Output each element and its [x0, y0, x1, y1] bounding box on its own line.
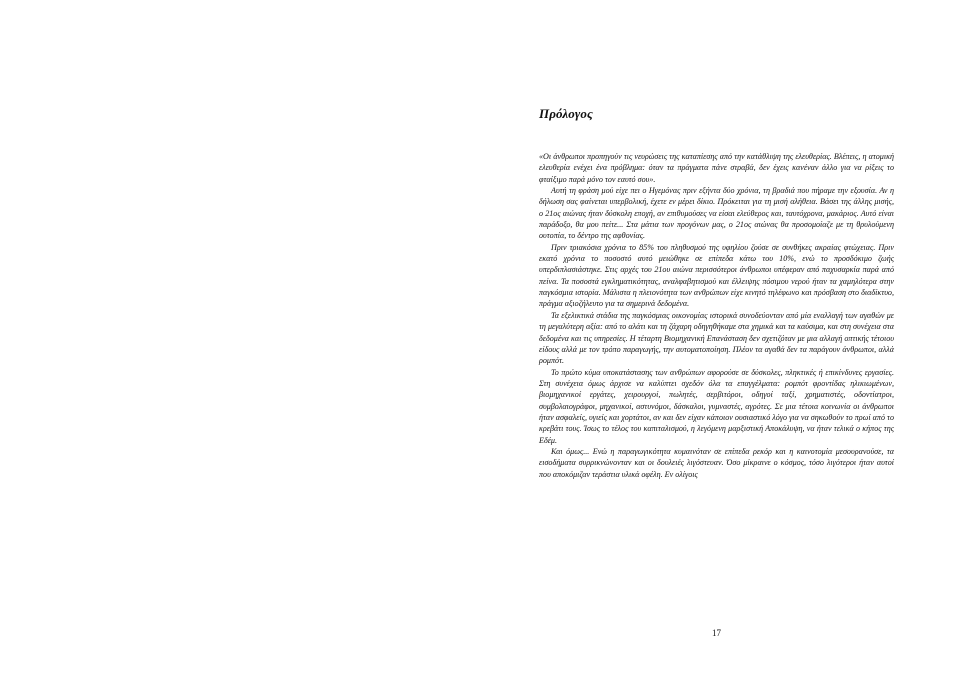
- paragraph-3: Πριν τριακόσια χρόνια το 85% του πληθυσμού της υφηλίου ζούσε σε συνθήκες ακραίας φτώχειας. Πριν εκατό χρόνια το ποσοστό αυτό μειώθηκε σε επίπεδα κάτω του 10%, ενώ το προσδόκιμο ζωής υπερδιπλασιάστηκε. Στις αρχές του 21ου αιώνα περισσότεροι άνθρωποι υπέφεραν από παχυσαρκία παρά από πείνα. Τα ποσοστά εγκληματικότητας, αναλφαβητισμού και έλλειψης πόσιμου νερού ήταν τα χαμηλότερα στην παγκόσμια ιστορία. Μάλιστα η πλειονότητα των ανθρώπων είχε κινητό τηλέφωνο και πρόσβαση στο διαδίκτυο, πράγμα αξιοζήλευτο για τα σημερινά δεδομένα.: [539, 242, 894, 309]
- paragraph-6: Και όμως... Ενώ η παραγωγικότητα κυμαινόταν σε επίπεδα ρεκόρ και η καινοτομία μεσουρανούσε, τα εισοδήματα συρρικνώνονταν και οι δουλειές λιγόστευαν. Όσο μίκραινε ο κόσμος, τόσο λιγότεροι ήταν αυτοί που αποκόμιζαν τεράστια υλικά οφέλη. Εν ολίγοις: [539, 446, 894, 479]
- paragraph-2: Αυτή τη φράση μού είχε πει ο Ηγεμόνας πριν εξήντα δύο χρόνια, τη βραδιά που πήραμε την εξουσία. Αν η δήλωση σας φαίνεται υπερβολική, έχετε εν μέρει δίκιο. Πρόκειται για τη μισή αλήθεια. Βάσει της άλλης μισής, ο 21ος αιώνας ήταν δύσκολη εποχή, αν επιθυμούσες να είσαι ελεύθερος και, ταυτόχρονα, μακάριος. Αυτό είναι παράδοξο, θα μου πείτε... Στα μάτια των προγόνων μας, ο 21ος αιώνας θα προσομοίαζε με τη θρυλούμενη ουτοπία, το δέντρο της αφθονίας.: [539, 186, 894, 241]
- paragraph-5: Το πρώτο κύμα υποκατάστασης των ανθρώπων αφορούσε σε δύσκολες, πληκτικές ή επικίνδυνες εργασίες. Στη συνέχεια όμως άρχισε να καλύπτει σχεδόν όλα τα επαγγέλματα: ρομπότ φροντίδας ηλικιωμένων, βιομηχανικοί εργάτες, χειρουργοί, πωλητές, σερβιτόροι, οδηγοί ταξί, χρηματιστές, οδοντίατροι, συμβολαιογράφοι, μηχανικοί, αστυνόμοι, δάσκαλοι, γυμναστές, αγρότες. Σε μια τέτοια κοινωνία οι άνθρωποι ήταν ασφαλείς, υγιείς και χορτάτοι, αν και δεν είχαν κάποιον ουσιαστικό λόγο για να σηκωθούν το πρωί από το κρεβάτι τους. Ίσως το τέλος του καπιταλισμού, η λεγόμενη μαρξιστική Αποκάλυψη, να ήταν τελικά ο κήπος της Εδέμ.: [539, 367, 894, 445]
- paragraph-1: «Οι άνθρωποι προπηγούν τις νευρώσεις της καταπίεσης από την κατάθλιψη της ελευθερίας. Βλέπεις, η ατομική ελευθερία ενέχει ένα πρόβλημα: όταν τα πράγματα πάνε στραβά, δεν έχεις κανέναν άλλο για να ρίξεις το φταίξιμο παρά μόνο τον εαυτό σου».: [539, 152, 894, 184]
- page-number: 17: [712, 628, 721, 638]
- paragraph-4: Τα εξελικτικά στάδια της παγκόσμιας οικονομίας ιστορικά συνοδεύονταν από μία εναλλαγή των αγαθών με τη μεγαλύτερη αξία: από το αλάτι και τη ζάχαρη οδηγηθήκαμε στα χημικά και τα καύσιμα, και στη συνέχεια στα δεδομένα και τις υπηρεσίες. Η τέταρτη Βιομηχανική Επανάσταση δεν σχετιζόταν με μια αλλαγή οπτικής τέτοιου είδους αλλά με τον τρόπο παραγωγής, την αυτοματοποίηση. Πλέον τα αγαθά δεν τα παράγουν άνθρωποι, αλλά ρομπότ.: [539, 310, 894, 366]
- body-text: [539, 151, 894, 480]
- chapter-title: Πρόλογος: [539, 106, 593, 121]
- right-page: [483, 0, 966, 680]
